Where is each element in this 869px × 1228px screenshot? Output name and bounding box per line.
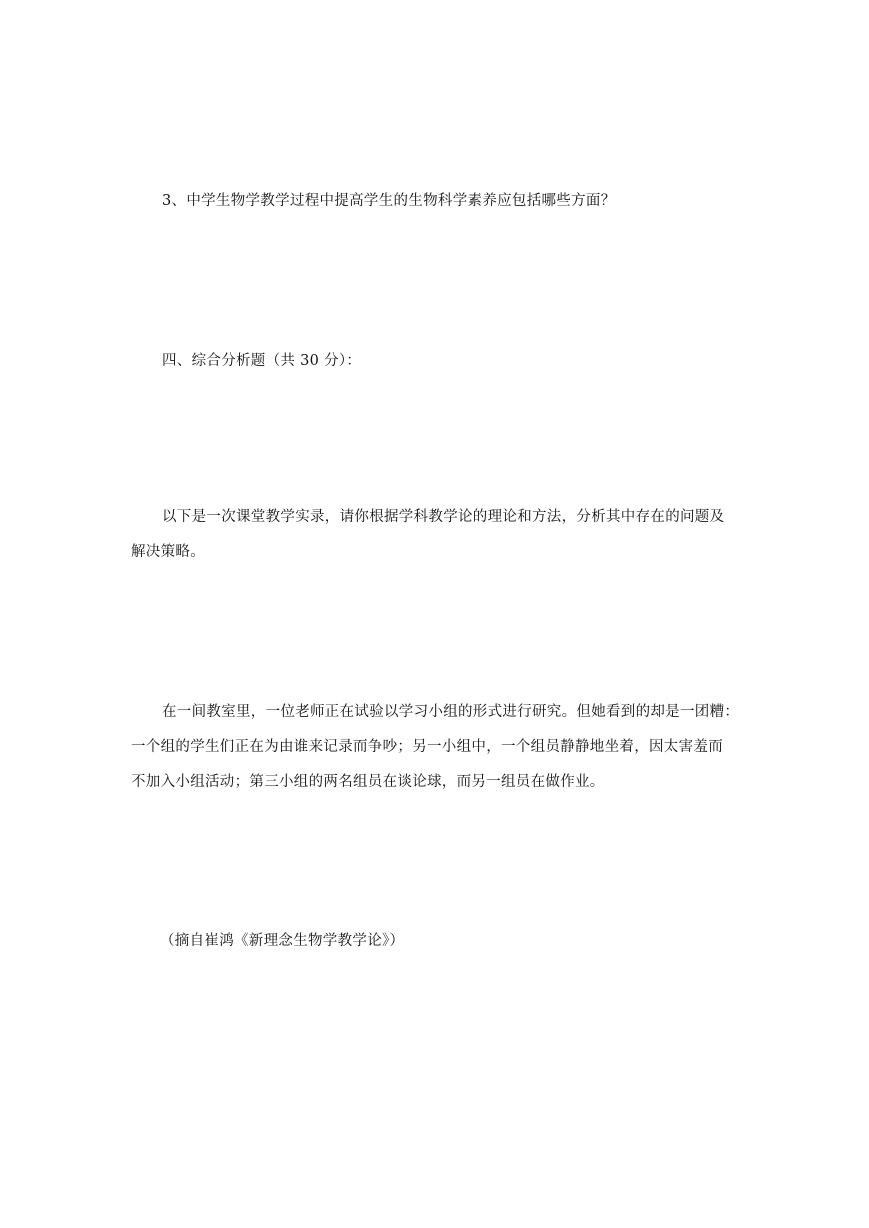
intro-line-2: 解决策略。 — [131, 544, 205, 560]
case-paragraph — [131, 695, 739, 800]
case-line-3: 不加入小组活动；第三小组的两名组员在谈论球，而另一组员在做作业。 — [131, 774, 605, 790]
section-4-title: 四、综合分析题（共 30 分）： — [162, 353, 362, 369]
case-line-2: 一个组的学生们正在为由谁来记录而争吵；另一小组中，一个组员静静地坐着，因太害羞而 — [131, 739, 723, 755]
intro-paragraph — [131, 500, 724, 570]
intro-line-1: 以下是一次课堂教学实录，请你根据学科教学论的理论和方法，分析其中存在的问题及 — [162, 509, 725, 525]
case-line-1: 在一间教室里，一位老师正在试验以学习小组的形式进行研究。但她看到的却是一团糟： — [162, 704, 740, 720]
question-3: 3、中学生物学教学过程中提高学生的生物科学素养应包括哪些方面？ — [162, 193, 616, 209]
source-citation: （摘自崔鸿《新理念生物学教学论》） — [160, 933, 405, 949]
